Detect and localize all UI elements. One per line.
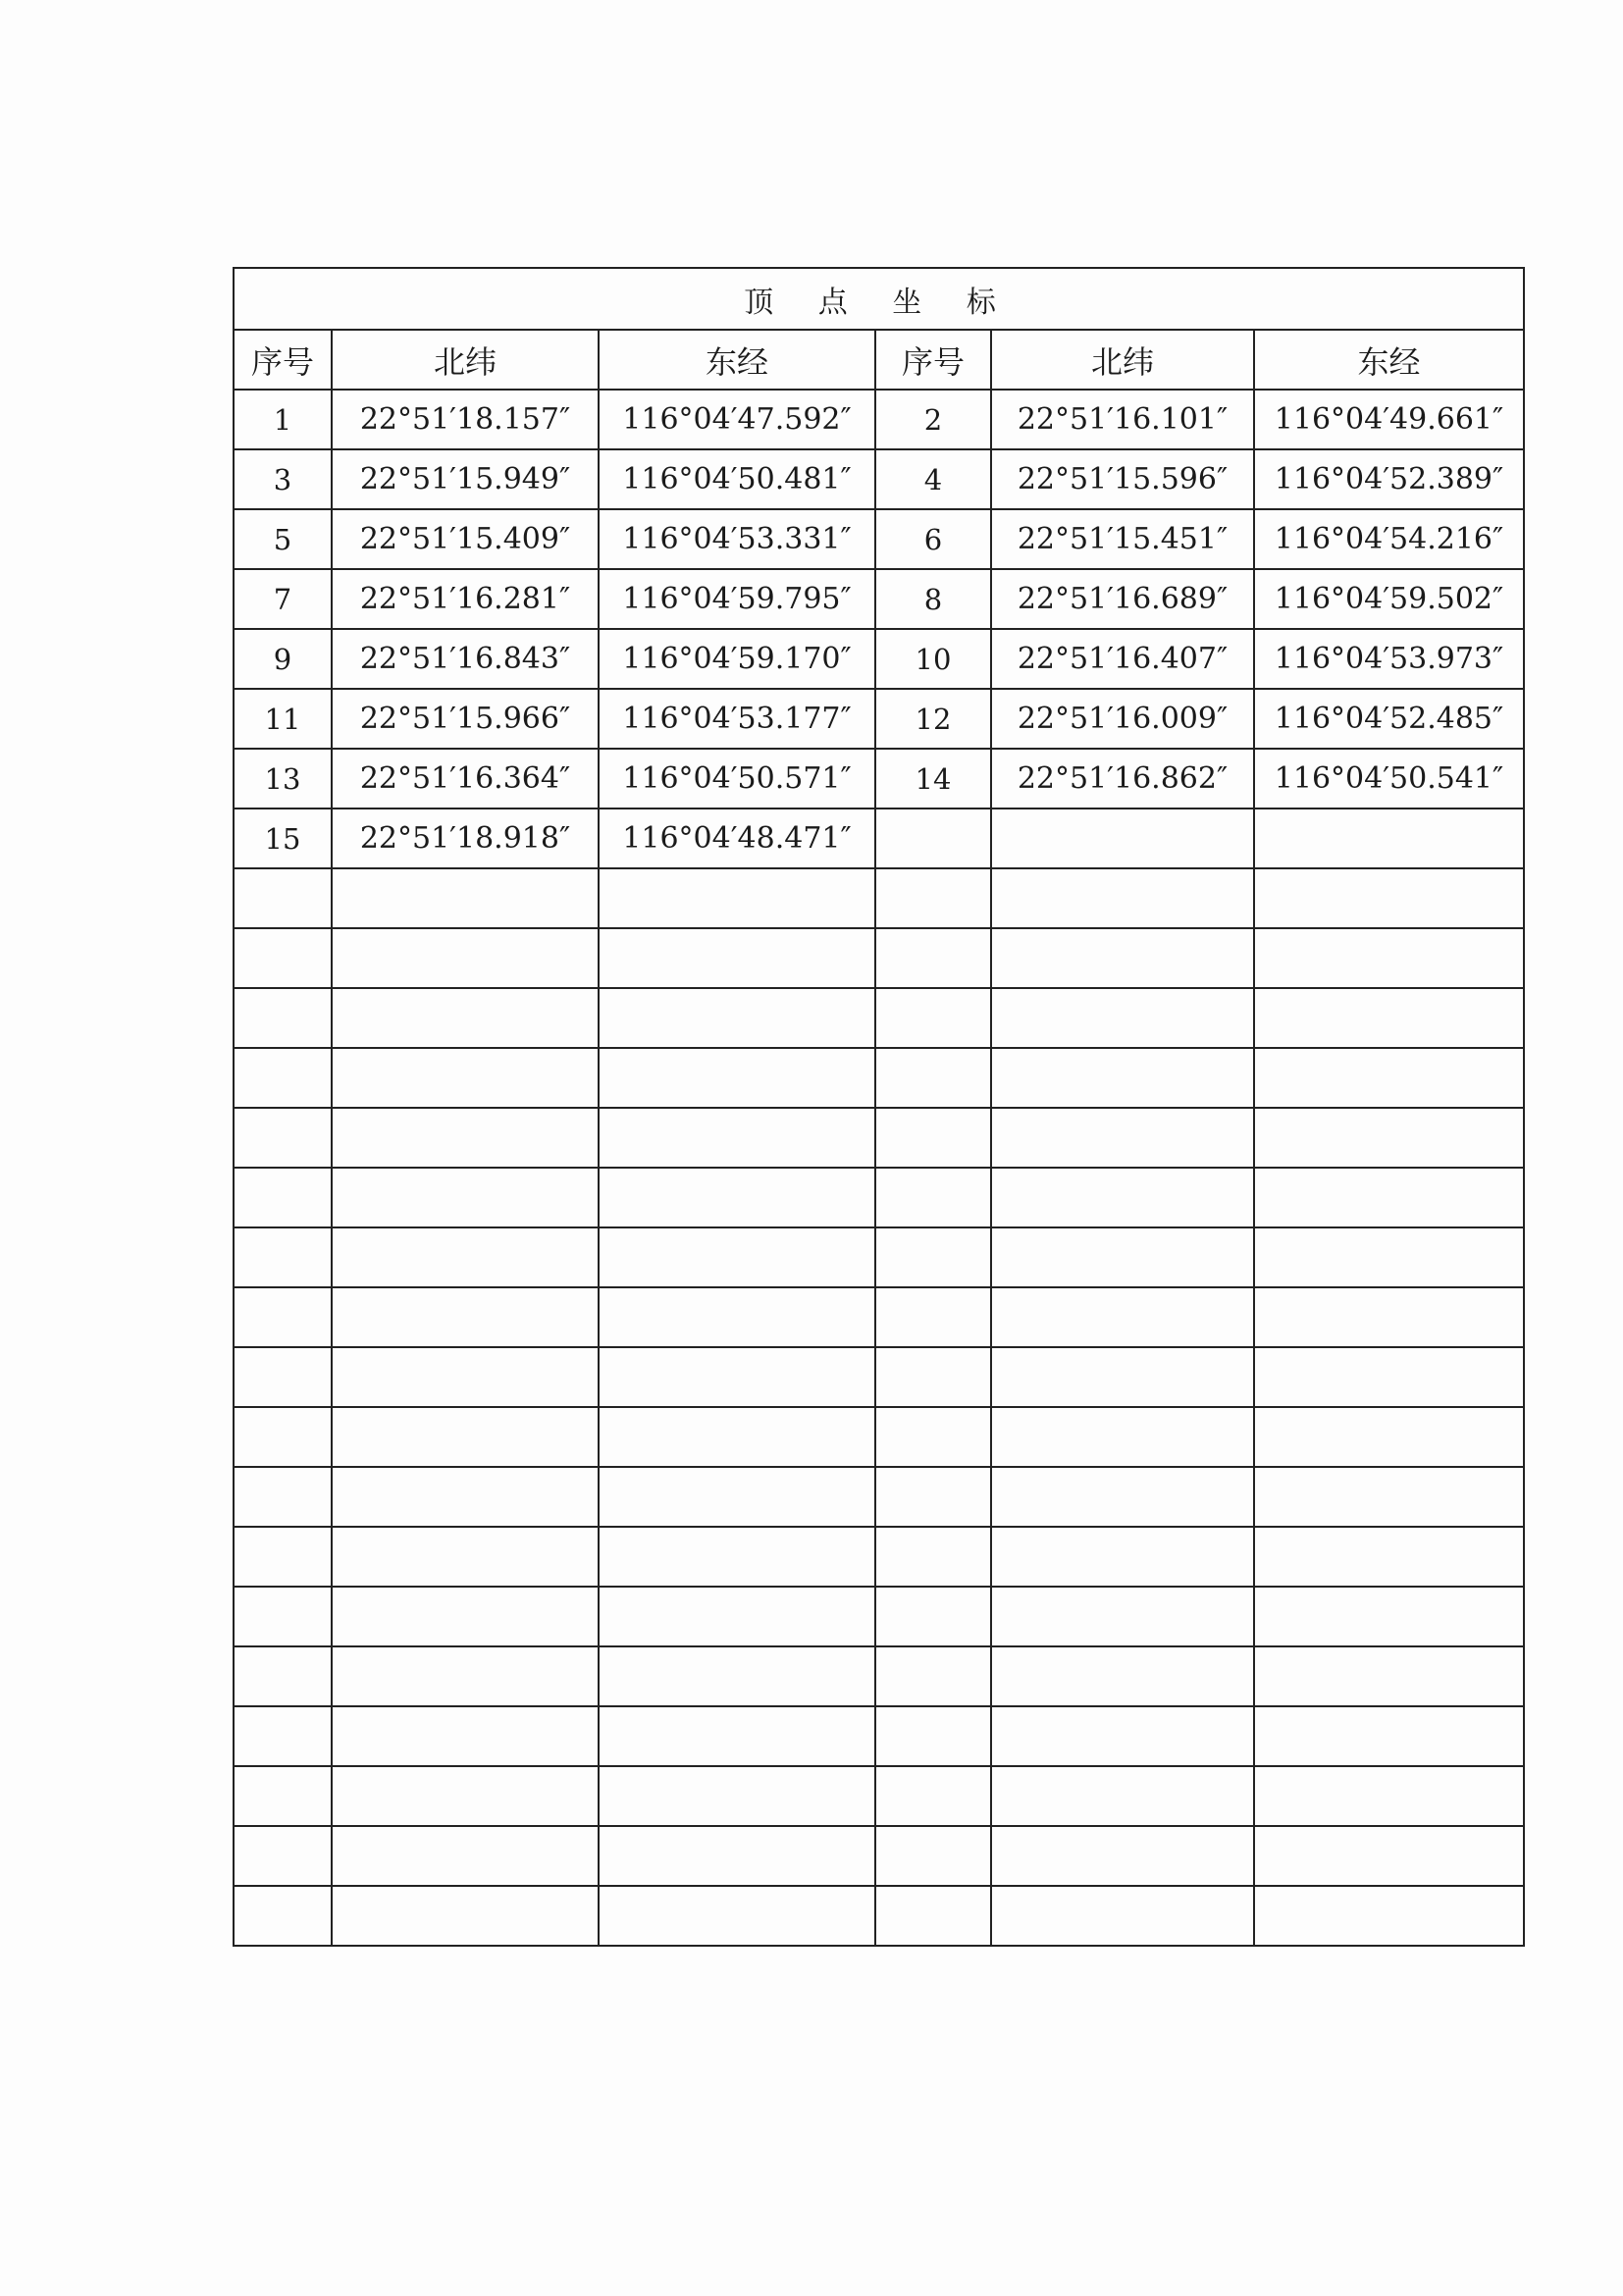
cell-index-right [875,868,991,928]
cell-index-right [875,928,991,988]
cell-latitude-left: 22°51′16.364″ [332,749,599,809]
cell-index-left [234,1766,332,1826]
cell-index-left [234,1048,332,1108]
cell-longitude-right [1254,1706,1524,1766]
cell-latitude-left: 22°51′15.966″ [332,689,599,749]
cell-index-left: 13 [234,749,332,809]
cell-index-right [875,1048,991,1108]
cell-longitude-left [599,1706,875,1766]
cell-latitude-right: 22°51′16.009″ [991,689,1254,749]
cell-latitude-left [332,1587,599,1646]
cell-index-right: 6 [875,509,991,569]
cell-latitude-right: 22°51′16.689″ [991,569,1254,629]
cell-latitude-right [991,1287,1254,1347]
table-row [234,1227,1524,1287]
cell-longitude-right [1254,1347,1524,1407]
cell-longitude-left [599,1048,875,1108]
cell-latitude-right: 22°51′15.596″ [991,449,1254,509]
cell-latitude-right [991,1407,1254,1467]
table-row [234,928,1524,988]
cell-index-left: 1 [234,390,332,449]
cell-longitude-right [1254,1048,1524,1108]
cell-longitude-right [1254,988,1524,1048]
cell-latitude-left [332,928,599,988]
cell-longitude-right [1254,809,1524,868]
table-row [234,1766,1524,1826]
cell-latitude-right [991,1766,1254,1826]
cell-latitude-left [332,988,599,1048]
cell-longitude-left: 116°04′53.177″ [599,689,875,749]
cell-longitude-left [599,1527,875,1587]
cell-latitude-right: 22°51′16.101″ [991,390,1254,449]
cell-longitude-left [599,1347,875,1407]
cell-index-right: 4 [875,449,991,509]
cell-longitude-right: 116°04′52.485″ [1254,689,1524,749]
header-index-right: 序号 [875,330,991,390]
cell-index-left: 7 [234,569,332,629]
cell-index-right [875,1646,991,1706]
cell-latitude-right: 22°51′16.407″ [991,629,1254,689]
cell-index-right [875,1527,991,1587]
cell-index-right [875,1347,991,1407]
cell-longitude-left: 116°04′53.331″ [599,509,875,569]
table-row [234,1886,1524,1946]
table-row [234,569,1524,629]
cell-latitude-left [332,1407,599,1467]
cell-index-right: 12 [875,689,991,749]
cell-latitude-right [991,1168,1254,1227]
cell-latitude-right [991,1227,1254,1287]
cell-latitude-left [332,1826,599,1886]
cell-index-right [875,988,991,1048]
cell-latitude-right: 22°51′15.451″ [991,509,1254,569]
table-row [234,1646,1524,1706]
cell-longitude-right [1254,1227,1524,1287]
cell-longitude-left: 116°04′50.481″ [599,449,875,509]
cell-latitude-right [991,1886,1254,1946]
cell-longitude-left [599,1287,875,1347]
cell-longitude-right [1254,1527,1524,1587]
cell-latitude-left [332,1108,599,1168]
cell-longitude-left [599,928,875,988]
cell-latitude-left [332,1467,599,1527]
table-row [234,1108,1524,1168]
cell-index-right [875,1467,991,1527]
cell-index-left [234,928,332,988]
table-row [234,509,1524,569]
cell-longitude-left [599,1826,875,1886]
cell-latitude-left [332,1347,599,1407]
cell-index-left: 11 [234,689,332,749]
cell-longitude-left [599,868,875,928]
cell-index-left [234,1227,332,1287]
table-title-row [234,268,1524,330]
cell-longitude-right [1254,928,1524,988]
header-longitude-right: 东经 [1254,330,1524,390]
table-row [234,1048,1524,1108]
cell-latitude-right [991,988,1254,1048]
cell-index-left: 9 [234,629,332,689]
cell-longitude-left [599,1646,875,1706]
vertex-coordinates-table [233,267,1525,1947]
cell-latitude-left [332,868,599,928]
cell-longitude-right [1254,1766,1524,1826]
table-row [234,868,1524,928]
cell-latitude-right [991,1587,1254,1646]
table-row [234,809,1524,868]
cell-index-right [875,1706,991,1766]
cell-latitude-left [332,1766,599,1826]
cell-latitude-left: 22°51′16.281″ [332,569,599,629]
table-row [234,1407,1524,1467]
cell-index-left [234,1646,332,1706]
cell-index-left [234,1407,332,1467]
cell-latitude-right [991,1467,1254,1527]
cell-longitude-left: 116°04′59.795″ [599,569,875,629]
table-header-row [234,330,1524,390]
table-row [234,449,1524,509]
cell-latitude-left [332,1886,599,1946]
cell-index-left [234,1826,332,1886]
cell-longitude-right [1254,1587,1524,1646]
cell-longitude-right [1254,1886,1524,1946]
cell-latitude-left: 22°51′18.157″ [332,390,599,449]
cell-index-right [875,1168,991,1227]
header-latitude-left: 北纬 [332,330,599,390]
cell-latitude-left [332,1527,599,1587]
cell-index-right [875,1886,991,1946]
table-row [234,1287,1524,1347]
cell-longitude-left [599,1407,875,1467]
cell-latitude-right [991,1108,1254,1168]
table-row [234,1587,1524,1646]
table-row [234,1527,1524,1587]
table-row [234,1467,1524,1527]
cell-latitude-left [332,1048,599,1108]
cell-index-right [875,1587,991,1646]
table-row [234,390,1524,449]
table-row [234,629,1524,689]
cell-latitude-left [332,1168,599,1227]
cell-index-left [234,1108,332,1168]
cell-latitude-right [991,1826,1254,1886]
cell-longitude-right [1254,1646,1524,1706]
table-row [234,749,1524,809]
cell-latitude-right [991,809,1254,868]
cell-longitude-right [1254,1287,1524,1347]
header-latitude-right: 北纬 [991,330,1254,390]
table-row [234,1706,1524,1766]
cell-longitude-right: 116°04′50.541″ [1254,749,1524,809]
cell-index-right: 10 [875,629,991,689]
table-row [234,1168,1524,1227]
cell-longitude-right: 116°04′53.973″ [1254,629,1524,689]
cell-latitude-right [991,1048,1254,1108]
cell-longitude-right: 116°04′54.216″ [1254,509,1524,569]
cell-index-right: 8 [875,569,991,629]
cell-longitude-left [599,988,875,1048]
table-row [234,1826,1524,1886]
cell-longitude-right: 116°04′59.502″ [1254,569,1524,629]
cell-longitude-right: 116°04′52.389″ [1254,449,1524,509]
cell-index-left [234,1706,332,1766]
cell-index-left: 5 [234,509,332,569]
cell-longitude-left [599,1227,875,1287]
header-longitude-left: 东经 [599,330,875,390]
cell-latitude-right [991,868,1254,928]
cell-latitude-left [332,1646,599,1706]
cell-latitude-left: 22°51′18.918″ [332,809,599,868]
cell-latitude-right [991,1527,1254,1587]
cell-longitude-left: 116°04′59.170″ [599,629,875,689]
cell-index-right: 2 [875,390,991,449]
cell-longitude-left [599,1168,875,1227]
cell-longitude-right: 116°04′49.661″ [1254,390,1524,449]
table-row [234,689,1524,749]
cell-longitude-left [599,1886,875,1946]
table-row [234,988,1524,1048]
cell-index-left [234,988,332,1048]
cell-longitude-left [599,1766,875,1826]
cell-latitude-right: 22°51′16.862″ [991,749,1254,809]
table-title: 顶 点 坐 标 [234,268,1524,330]
cell-longitude-right [1254,1168,1524,1227]
cell-index-right: 14 [875,749,991,809]
cell-index-left [234,1886,332,1946]
cell-latitude-right [991,928,1254,988]
cell-latitude-right [991,1347,1254,1407]
cell-index-left [234,1347,332,1407]
cell-index-right [875,1766,991,1826]
cell-index-right [875,809,991,868]
cell-longitude-left: 116°04′48.471″ [599,809,875,868]
cell-longitude-left [599,1467,875,1527]
cell-latitude-right [991,1706,1254,1766]
cell-index-right [875,1826,991,1886]
cell-latitude-left: 22°51′16.843″ [332,629,599,689]
header-index-left: 序号 [234,330,332,390]
cell-longitude-right [1254,1407,1524,1467]
table-row [234,1347,1524,1407]
cell-latitude-left [332,1227,599,1287]
cell-latitude-right [991,1646,1254,1706]
cell-latitude-left: 22°51′15.409″ [332,509,599,569]
cell-index-right [875,1287,991,1347]
cell-index-left [234,1527,332,1587]
cell-index-left [234,1587,332,1646]
cell-latitude-left [332,1706,599,1766]
cell-longitude-right [1254,1826,1524,1886]
cell-index-left: 3 [234,449,332,509]
cell-longitude-left: 116°04′47.592″ [599,390,875,449]
cell-longitude-right [1254,1467,1524,1527]
cell-longitude-left [599,1108,875,1168]
cell-index-left [234,1467,332,1527]
cell-longitude-right [1254,868,1524,928]
cell-index-right [875,1108,991,1168]
cell-index-left: 15 [234,809,332,868]
table-body [234,390,1524,1946]
cell-latitude-left [332,1287,599,1347]
cell-index-right [875,1227,991,1287]
cell-index-left [234,868,332,928]
cell-latitude-left: 22°51′15.949″ [332,449,599,509]
cell-index-right [875,1407,991,1467]
cell-longitude-left [599,1587,875,1646]
cell-index-left [234,1168,332,1227]
cell-index-left [234,1287,332,1347]
cell-longitude-left: 116°04′50.571″ [599,749,875,809]
cell-longitude-right [1254,1108,1524,1168]
